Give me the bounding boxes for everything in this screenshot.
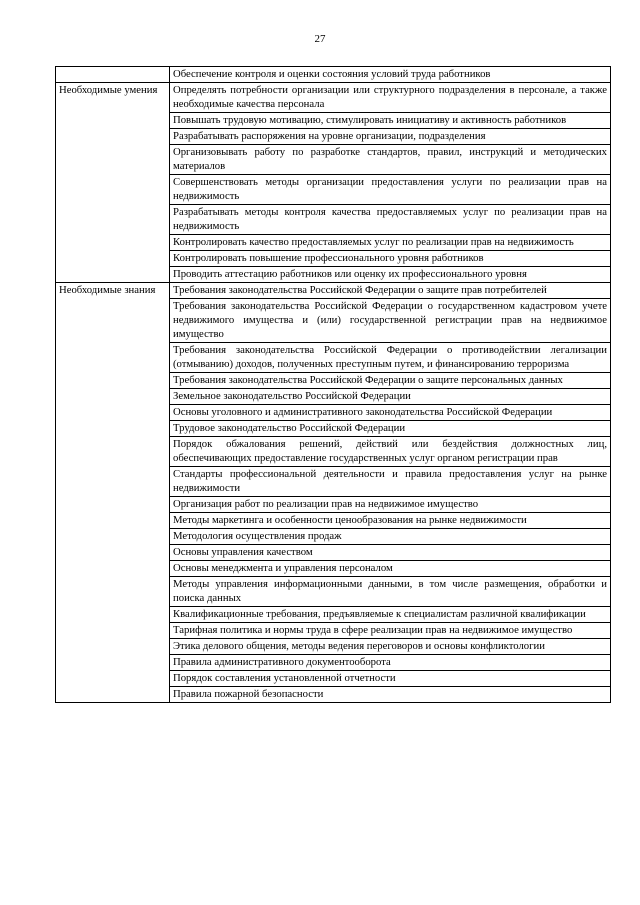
requirement-cell: Трудовое законодательство Российской Федерации (170, 421, 611, 437)
requirement-cell: Контролировать повышение профессионального уровня работников (170, 251, 611, 267)
requirement-cell: Порядок составления установленной отчетности (170, 671, 611, 687)
requirement-cell: Организовывать работу по разработке стандартов, правил, инструкций и методических материалов (170, 145, 611, 175)
requirement-cell: Тарифная политика и нормы труда в сфере реализации прав на недвижимое имущество (170, 623, 611, 639)
requirement-cell: Требования законодательства Российской Федерации о противодействии легализации (отмыванию) доходов, полученных преступным путем, и финансированию терроризма (170, 343, 611, 373)
requirement-cell: Порядок обжалования решений, действий или бездействия должностных лиц, обеспечивающих предоставление государственных услуг органом регистрации прав (170, 437, 611, 467)
requirement-cell: Основы менеджмента и управления персоналом (170, 561, 611, 577)
category-cell: Необходимые умения (56, 83, 170, 283)
requirement-cell: Земельное законодательство Российской Федерации (170, 389, 611, 405)
requirement-cell: Совершенствовать методы организации предоставления услуги по реализации прав на недвижимость (170, 175, 611, 205)
requirement-cell: Требования законодательства Российской Федерации о государственном кадастровом учете недвижимого имущества и (или) государственной регистрации прав на недвижимое имущество (170, 299, 611, 343)
requirement-cell: Правила административного документооборота (170, 655, 611, 671)
page-number: 27 (314, 33, 326, 45)
requirement-cell: Разрабатывать методы контроля качества предоставляемых услуг по реализации прав на недвижимость (170, 205, 611, 235)
requirement-cell: Квалификационные требования, предъявляемые к специалистам различной квалификации (170, 607, 611, 623)
requirement-cell: Методология осуществления продаж (170, 529, 611, 545)
requirement-cell: Методы маркетинга и особенности ценообразования на рынке недвижимости (170, 513, 611, 529)
table-row (56, 83, 611, 113)
requirements-table (55, 66, 611, 703)
requirement-cell: Контролировать качество предоставляемых услуг по реализации прав на недвижимость (170, 235, 611, 251)
category-cell: Необходимые знания (56, 283, 170, 703)
requirement-cell: Этика делового общения, методы ведения переговоров и основы конфликтологии (170, 639, 611, 655)
requirement-cell: Правила пожарной безопасности (170, 687, 611, 703)
requirement-cell: Проводить аттестацию работников или оценку их профессионального уровня (170, 267, 611, 283)
requirement-cell: Методы управления информационными данными, в том числе размещения, обработки и поиска данных (170, 577, 611, 607)
requirement-cell: Требования законодательства Российской Федерации о защите прав потребителей (170, 283, 611, 299)
category-cell (56, 67, 170, 83)
requirement-cell: Разрабатывать распоряжения на уровне организации, подразделения (170, 129, 611, 145)
requirement-cell: Организация работ по реализации прав на недвижимое имущество (170, 497, 611, 513)
requirement-cell: Обеспечение контроля и оценки состояния условий труда работников (170, 67, 611, 83)
table-row (56, 283, 611, 299)
requirement-cell: Основы уголовного и административного законодательства Российской Федерации (170, 405, 611, 421)
requirement-cell: Определять потребности организации или структурного подразделения в персонале, а также необходимые качества персонала (170, 83, 611, 113)
table-row (56, 67, 611, 83)
requirement-cell: Требования законодательства Российской Федерации о защите персональных данных (170, 373, 611, 389)
requirement-cell: Стандарты профессиональной деятельности и правила предоставления услуг на рынке недвижимости (170, 467, 611, 497)
requirement-cell: Основы управления качеством (170, 545, 611, 561)
requirement-cell: Повышать трудовую мотивацию, стимулировать инициативу и активность работников (170, 113, 611, 129)
requirements-table-body (56, 67, 611, 703)
